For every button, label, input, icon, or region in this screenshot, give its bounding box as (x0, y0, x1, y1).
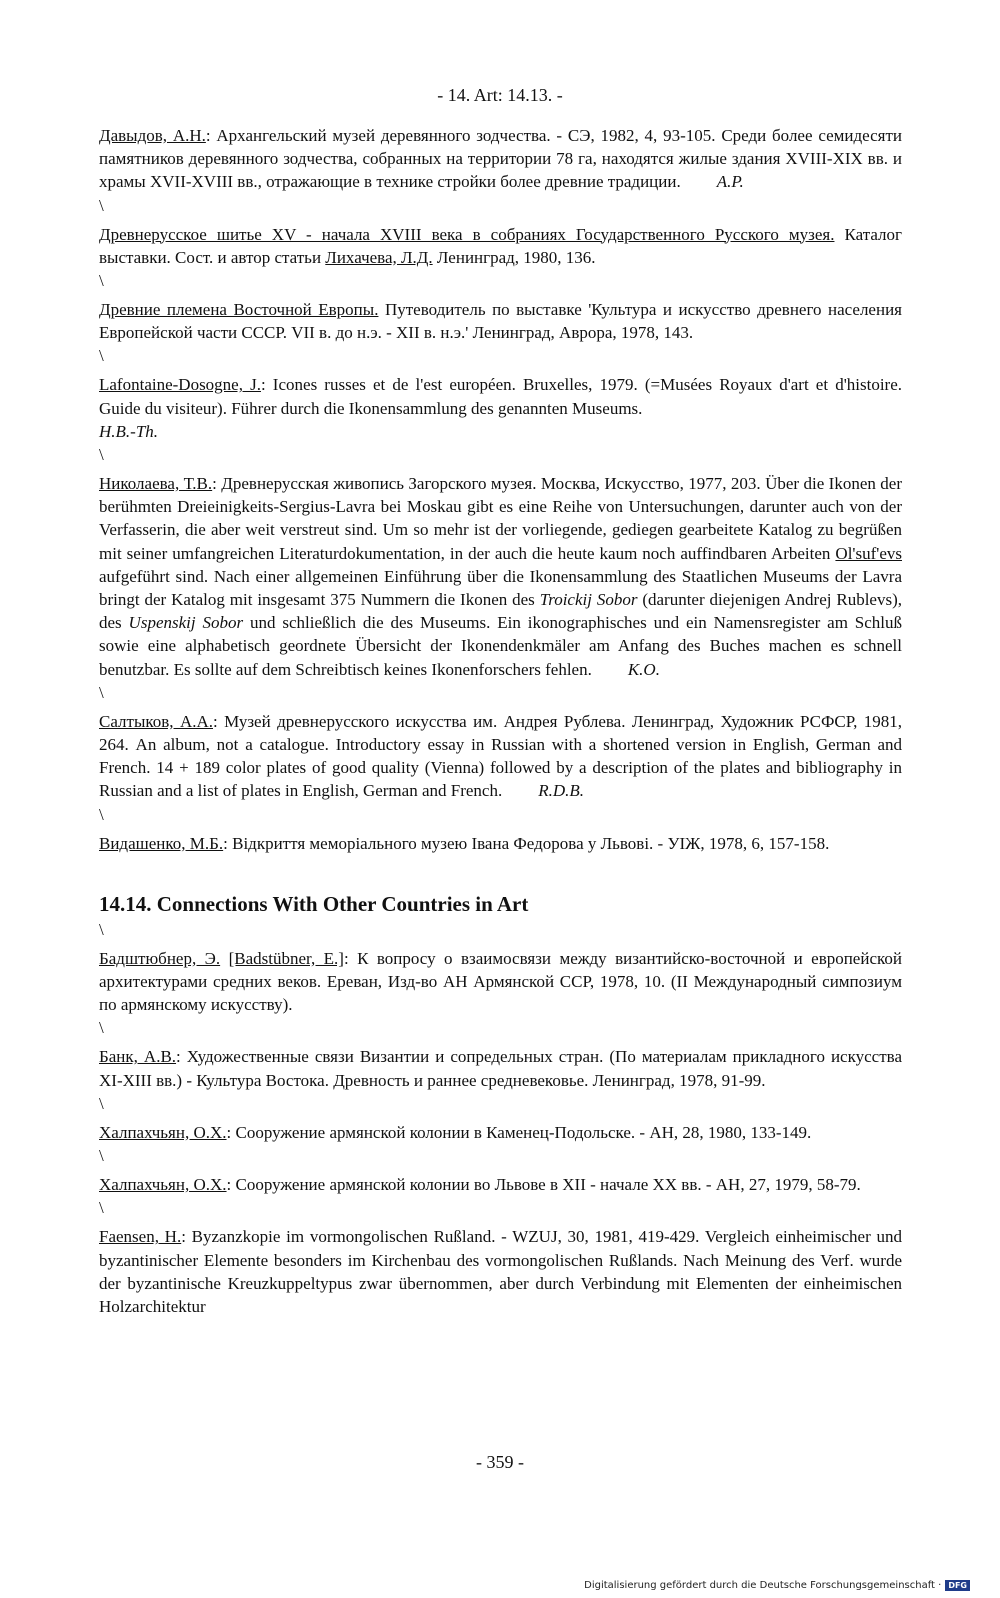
bib-entry (99, 223, 902, 269)
bib-entry (99, 710, 902, 803)
entry-text: : Icones russes et de l'est européen. Bruxelles, 1979. (=Musées Royaux d'art et d'histoire. Guide du visiteur). Führer durch die Ikonensammlung des genannten Museums. (99, 375, 903, 418)
entry-author: Lafontaine-Dosogne, J. (99, 375, 261, 395)
reviewer-signature: K.O. (627, 659, 660, 679)
dfg-logo: DFG (945, 1580, 970, 1591)
page-number: - 359 - (476, 1452, 524, 1472)
entry-separator: \ (99, 195, 104, 215)
reviewer-signature: R.D.B. (538, 781, 584, 801)
entry-author: Древнерусское шитье XV - начала XVIII века в собраниях Государственного Русского музея. (99, 224, 835, 244)
entry-text (220, 949, 228, 968)
entry-text: und schließlich die des Museums. Ein ikonographisches und ein Namensregister am Schluß sowie eine alphabetisch geordnete Übersicht der Ikonendenkmäler am Anfang des Buches machen es schnell benutzbar. Es sollte auf dem Schreibtisch keines Ikonenforschers fehlen. (99, 613, 903, 679)
page-header: - 14. Art: 14.13. - (437, 85, 563, 105)
entry-italic: Uspenskij Sobor (128, 613, 244, 633)
entry-separator: \ (99, 445, 104, 465)
bib-entry (99, 1045, 902, 1091)
entry-author: Николаева, Т.В. (99, 474, 213, 494)
entry-author: Давыдов, А.Н. (99, 126, 206, 145)
bib-entry (99, 472, 902, 681)
entry-author: Faensen, H. (99, 1227, 182, 1247)
bib-entry (99, 298, 902, 344)
reviewer-signature: A.P. (716, 172, 744, 192)
entry-text: : Древнерусская живопись Загорского музея. Москва, Искусство, 1977, 203. Über die Ikonen der berühmten Dreieinigkeits-Sergius-Lavra bei Moskau gibt es eine Reihe von Untersuchungen, darunter auch von der Verfasserin, die aber weit verstreut sind. Um so mehr ist der vorliegende, gediegen gearbeitete Katalog zu begrüßen mit seiner umfangreichen Literaturdokumentation, in der auch die heute kaum noch auffindbaren Arbeiten (99, 474, 902, 563)
entry-author: Халпахчьян, О.Х. (99, 1175, 227, 1195)
entry-text: aufgeführt sind. Nach einer allgemeinen Einführung über die Ikonensammlung des Staatlichen Museums der Lavra bringt der Katalog mit insgesamt 375 Nummern die Ikonen des (99, 566, 902, 610)
entry-italic: Troickij Sobor (539, 590, 638, 610)
entry-text: Путеводитель по выставке 'Культура и искусство древнего населения Европейской части СССР. VII в. до н.э. - XII в. н.э.' Ленинград, Аврора, 1978, 143. (99, 300, 902, 343)
entry-text: (darunter diejenigen Andrej Rublevs), des (99, 590, 902, 633)
bibliography-content (99, 124, 902, 1318)
bib-entry (99, 1121, 902, 1144)
entry-separator: \ (99, 804, 104, 824)
entry-text: : Byzanzkopie im vormongolischen Rußland. - WZUJ, 30, 1981, 419-429. Vergleich einheimischer und byzantinischer Elemente besonders im Kirchenbau des vormongolischen Rußlands. Nach Meinung des Verf. wurde der byzantinische Kreuzkuppeltypus zwar übernommen, aber durch Verbindung mit Elementen der einheimischen Holzarchitektur (99, 1227, 902, 1316)
entry-text: Ленинград, 1980, 136. (432, 247, 596, 267)
entry-text: : Музей древнерусского искусства им. Андрея Рублева. Ленинград, Художник РСФСР, 1981, 264. An album, not a catalogue. Introductory essay in Russian with a shortened version in English, German and French. 14 + 189 color plates of good quality (Vienna) followed by a description of the plates and bibliography in Russian and a list of plates in English, German and French. (99, 711, 902, 801)
entry-text: : Сооружение армянской колонии в Каменец-Подольске. - АН, 28, 1980, 133-149. (226, 1122, 812, 1142)
section-heading: 14.14. Connections With Other Countries in Art (99, 891, 529, 916)
bib-entry (99, 1173, 902, 1196)
entry-separator: \ (99, 1018, 104, 1038)
entry-separator: \ (99, 346, 104, 366)
entry-coauthor: Лихачева, Л.Д. (325, 247, 433, 267)
bib-entry (99, 1225, 902, 1318)
entry-author: Банк, А.В. (99, 1047, 177, 1067)
entry-separator: \ (99, 1093, 104, 1113)
entry-separator: \ (99, 271, 104, 291)
digitization-credit (584, 1580, 970, 1591)
entry-author: Бадштюбнер, Э. (99, 948, 221, 968)
entry-text: : Архангельский музей деревянного зодчества. - СЭ, 1982, 4, 93-105. Среди более семидесяти памятников деревянного зодчества, собранных на территории 78 га, находятся жилые здания XVIII-XIX вв. и храмы XVII-XVIII вв., отражающие в технике стройки более древние традиции. (99, 126, 902, 192)
entry-author: Салтыков, А.А. (99, 711, 213, 731)
entry-text: : Відкриття меморіального музею Івана Федорова у Львові. - УІЖ, 1978, 6, 157-158. (223, 833, 830, 853)
bib-entry (99, 373, 902, 443)
entry-separator: \ (99, 1146, 104, 1166)
entry-author: Халпахчьян, О.Х. (99, 1122, 227, 1142)
entry-text: : Сооружение армянской колонии во Львове в XII - начале XX вв. - АН, 27, 1979, 58-79. (226, 1175, 861, 1195)
entry-coauthor: [Badstübner, E.] (228, 948, 344, 968)
credit-text: Digitalisierung gefördert durch die Deutsche Forschungsgemeinschaft · (584, 1580, 942, 1591)
entry-separator: \ (99, 919, 104, 939)
entry-separator: \ (99, 682, 104, 702)
entry-coauthor: Ol'suf'evs (835, 543, 902, 563)
bib-entry (99, 947, 902, 1017)
entry-text: : Художественные связи Византии и сопредельных стран. (По материалам прикладного искусства XI-XIII вв.) - Культура Востока. Древность и раннее средневековье. Ленинград, 1978, 91-99. (99, 1047, 902, 1090)
bib-entry (99, 124, 902, 194)
entry-text: : К вопросу о взаимосвязи между византийско-восточной и европейской архитектурами средних веков. Ереван, Изд-во АН Армянской ССР, 1978, 10. (II Международный симпозиум по армянскому искусству). (99, 948, 902, 1015)
bib-entry (99, 832, 902, 855)
entry-text: Каталог выставки. Сост. и автор статьи (99, 224, 902, 267)
entry-author: Видашенко, М.Б. (99, 833, 224, 853)
entry-author: Древние племена Восточной Европы. (99, 300, 379, 320)
entry-separator: \ (99, 1198, 104, 1218)
reviewer-signature: H.B.-Th. (99, 421, 159, 441)
